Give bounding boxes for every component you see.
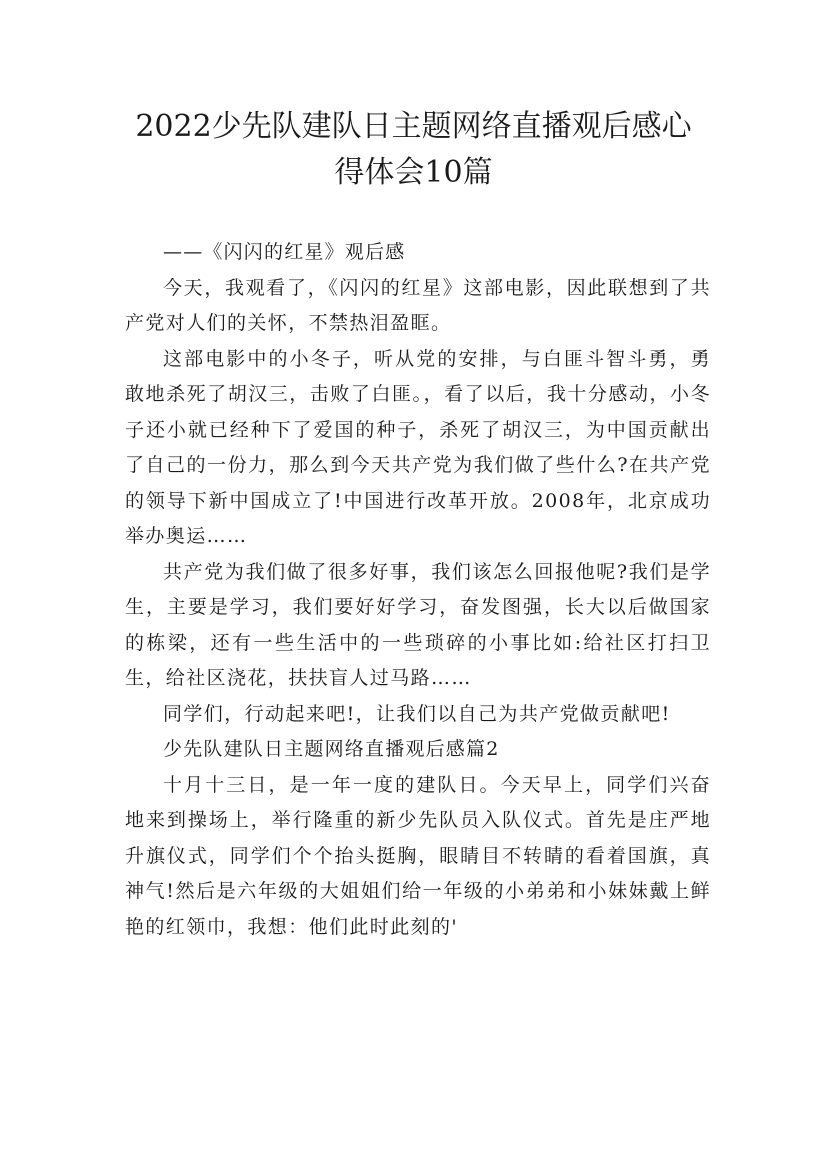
body-paragraph: 今天，我观看了，《闪闪的红星》这部电影，因此联想到了共产党对人们的关怀，不禁热泪盈眶。 xyxy=(125,276,711,334)
body-paragraph: 同学们，行动起来吧!，让我们以自己为共产党做贡献吧! xyxy=(163,702,671,725)
body-paragraph: 十月十三日，是一年一度的建队日。今天早上，同学们兴奋地来到操场上，举行隆重的新少先队员入队仪式。首先是庄严地升旗仪式，同学们个个抬头挺胸，眼睛目不转睛的看着国旗，真神气!然后是六年级的大姐姐们给一年级的小弟弟和小妹妹戴上鲜艳的红领巾，我想：他们此时此刻的' xyxy=(125,773,711,938)
document-title xyxy=(100,104,727,196)
title-line-2: 得体会10篇 xyxy=(334,155,493,190)
title-line-1: 2022少先队建队日主题网络直播观后感心 xyxy=(135,109,692,144)
body-paragraph: 共产党为我们做了很多好事，我们该怎么回报他呢?我们是学生，主要是学习，我们要好好学习，奋发图强，长大以后做国家的栋梁，还有一些生活中的一些琐碎的小事比如:给社区打扫卫生，给社区浇花，扶扶盲人过马路…… xyxy=(125,560,711,689)
subtitle-paragraph: ——《闪闪的红星》观后感 xyxy=(163,241,406,263)
document-body xyxy=(125,235,711,945)
body-paragraph: 这部电影中的小冬子，听从党的安排，与白匪斗智斗勇，勇敢地杀死了胡汉三，击败了白匪。，看了以后，我十分感动，小冬子还小就已经种下了爱国的种子，杀死了胡汉三，为中国贡献出了自己的一份力，那么到今天共产党为我们做了些什么?在共产党的领导下新中国成立了!中国进行改革开放。2008年，北京成功举办奥运…… xyxy=(125,347,711,547)
section-heading: 少先队建队日主题网络直播观后感篇2 xyxy=(163,738,500,760)
